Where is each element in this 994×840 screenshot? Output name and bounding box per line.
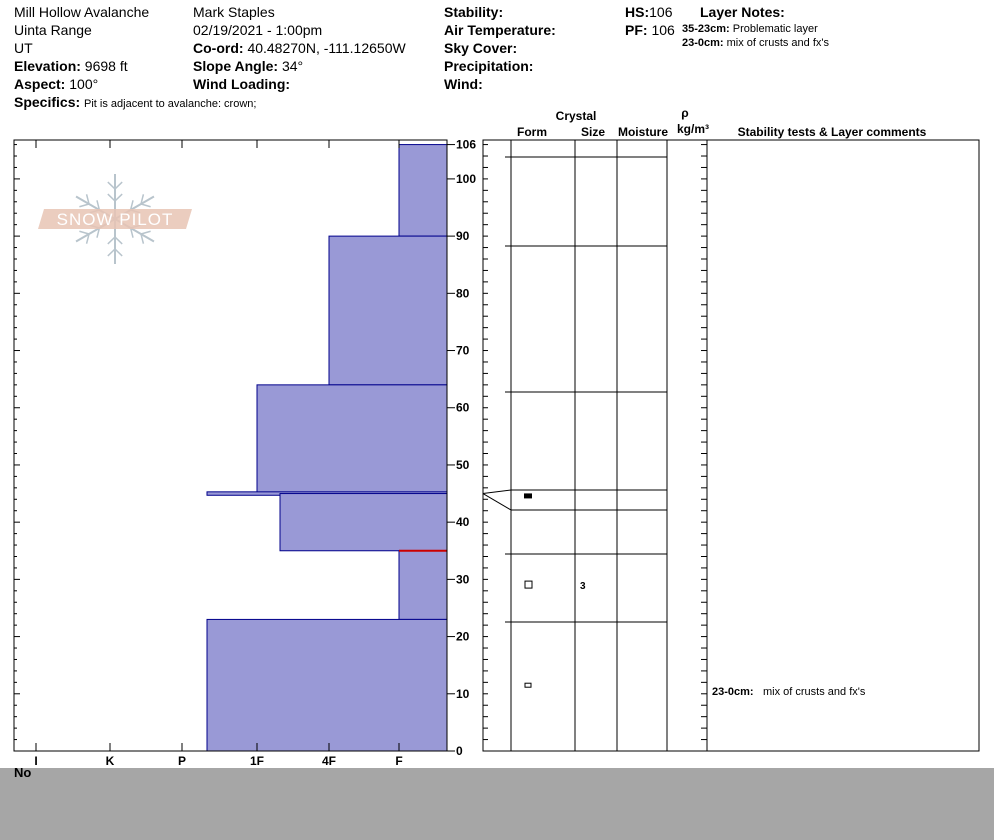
mountain-range: Uinta Range [14,22,92,38]
aspect: Aspect: 100° [14,76,99,92]
footer-partial-text: No [14,765,32,780]
form-header: Form [517,125,547,139]
depth-label: 70 [456,343,470,358]
hardness-label: 1F [249,754,265,768]
layer-notes-title: Layer Notes: [700,4,785,20]
hardness-label: 4F [321,754,337,768]
crystal-size-label: 3 [580,581,586,593]
rho-header: ρ [681,106,689,120]
depth-label: 20 [456,629,470,644]
layer-grid-frame [483,140,979,751]
depth-label: 10 [456,686,470,701]
layer-bar [207,619,447,751]
hardness-label: F [395,754,403,768]
hardness-label: K [105,754,115,768]
footer-panel [0,768,994,840]
crystal-header: Crystal [555,109,597,123]
layer-note-2: 23-0cm: mix of crusts and fx's [682,37,829,49]
layer-bar [399,145,447,237]
depth-label: 100 [456,171,477,186]
comment-range: 23-0cm: [712,685,754,698]
depth-label: 0 [456,744,463,758]
layer-note-1: 35-23cm: Problematic layer [682,23,818,35]
layer-bar [399,551,447,620]
boundary-connector [483,490,511,494]
slope-angle: Slope Angle: 34° [193,58,304,74]
specifics: Specifics: Pit is adjacent to avalanche: crown; [14,94,257,110]
observation-datetime: 02/19/2021 - 1:00pm [193,22,323,38]
state: UT [14,40,33,56]
depth-label: 60 [456,400,470,415]
logo-text: SNOW PILOT [56,210,174,229]
depth-label: 90 [456,229,470,244]
elevation: Elevation: 9698 ft [14,58,128,74]
coordinates: Co-ord: 40.48270N, -111.12650W [193,40,406,56]
depth-label: 80 [456,286,470,301]
size-header: Size [580,125,605,139]
precipitation: Precipitation: [444,58,534,74]
depth-label: 30 [456,572,470,587]
density-header: kg/m³ [676,122,709,136]
wind-loading: Wind Loading: [193,76,291,92]
hardness-label: I [34,754,38,768]
depth-label: 40 [456,515,470,530]
air-temperature: Air Temperature: [444,22,556,38]
sky-cover: Sky Cover: [444,40,518,56]
filled-square-icon [524,493,532,498]
stability-comments-header: Stability tests & Layer comments [737,125,927,139]
moisture-header: Moisture [617,125,668,139]
snow-height: HS:106 [625,4,673,20]
open-square-icon [525,581,532,588]
hardness-label: P [177,754,187,768]
observer: Mark Staples [193,4,275,20]
wind: Wind: [444,76,483,92]
comment-text: mix of crusts and fx's [763,685,866,698]
boundary-connector [483,494,511,510]
small-rectangle-icon [525,683,531,687]
depth-label: 106 [456,137,477,152]
layer-bar [257,385,447,494]
layer-bar [329,236,447,385]
pit-depth: PF: 106 [625,22,675,38]
layer-bar [280,494,447,551]
depth-label: 50 [456,457,470,472]
location-name: Mill Hollow Avalanche [14,4,150,20]
stability: Stability: [444,4,504,20]
